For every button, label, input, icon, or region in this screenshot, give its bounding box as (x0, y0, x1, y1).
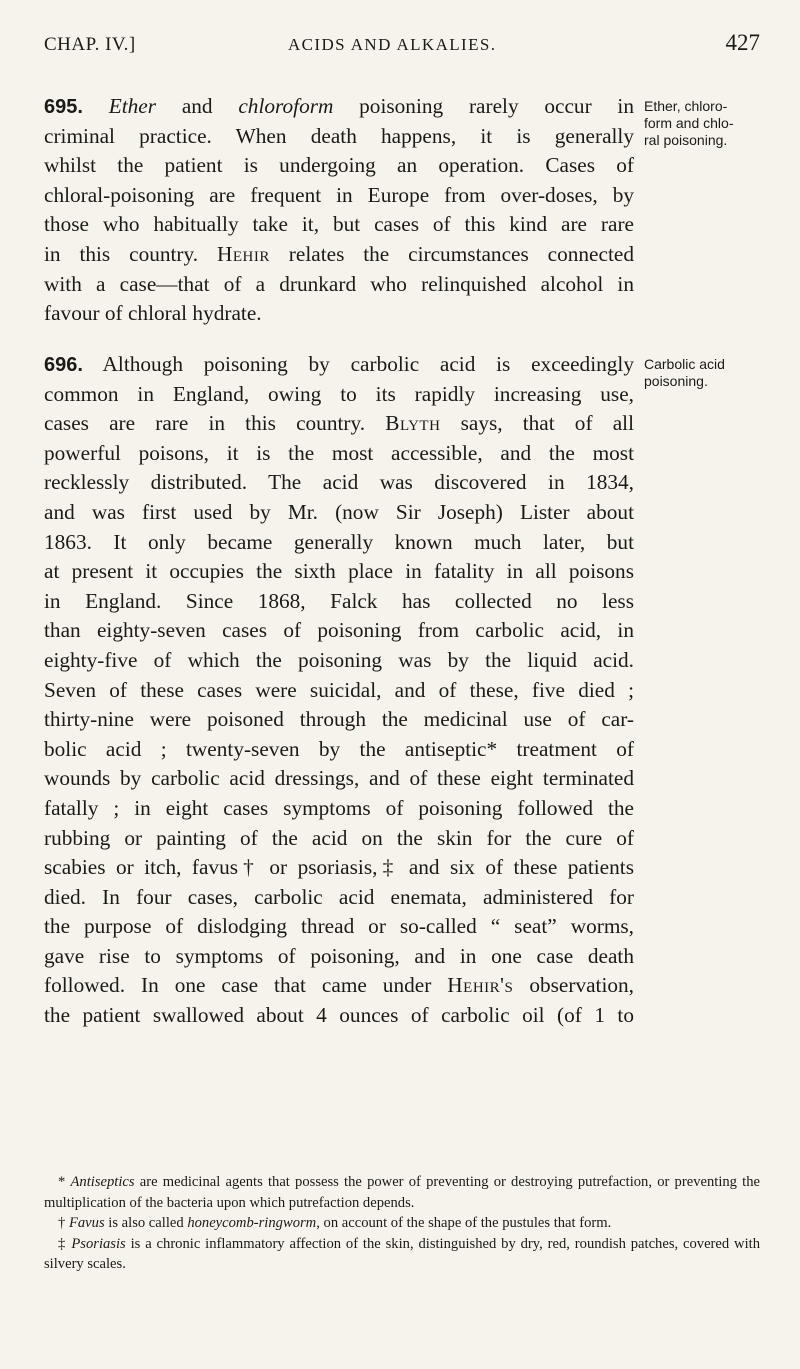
text-line: favour of chloral hydrate. (44, 301, 262, 326)
author-name: Hehir's (447, 973, 514, 998)
text-line: gave rise to symptoms of poisoning, and in one case death (44, 943, 634, 968)
footnote-antiseptics (44, 1172, 760, 1213)
text-run: relates the circumstances connected (269, 241, 634, 266)
text-run: observation, (529, 973, 634, 998)
text-line: the purpose of dislodging thread or so-called “ seat” worms, (44, 914, 634, 939)
italic-term: chloroform (238, 94, 334, 118)
italic-term: Antiseptics (70, 1174, 135, 1190)
text-line: 1863. It only became generally known much later, but (44, 529, 634, 554)
footnote-text: is also called (104, 1215, 188, 1232)
side-note-line: ral poisoning. (644, 132, 728, 148)
text-run: in this country. (44, 241, 217, 266)
text-run: and (156, 94, 239, 118)
text-line: common in England, owing to its rapidly increasing use, (44, 381, 634, 406)
text-run: Although poisoning by carbolic acid is exceedingly (82, 352, 634, 376)
text-line: powerful poisons, it is the most accessible, and the most (44, 440, 634, 465)
footnote-text: , on account of the shape of the pustules that form. (316, 1215, 612, 1232)
section-number: 695. (44, 96, 83, 118)
text-run: poisoning rarely occur in (333, 94, 634, 118)
author-name: Hehir (217, 241, 270, 266)
footnote-text: is a chronic inflammatory affection of the skin, distinguished by dry, red, roundish patches, covered with silvery scales. (44, 1235, 761, 1273)
footnote-mark: * (58, 1174, 71, 1190)
footnotes (44, 1172, 760, 1275)
text-line: rubbing or painting of the acid on the skin for the cure of (44, 825, 634, 850)
text-line: scabies or itch, favus† or psoriasis,‡ and six of these patients (44, 855, 634, 880)
text-run: cases are rare in this country. (44, 411, 386, 436)
footnote-psoriasis (44, 1234, 760, 1275)
text-line: criminal practice. When death happens, it is generally (44, 123, 634, 148)
footnote-mark: ‡ (58, 1235, 72, 1252)
text-line: and was first used by Mr. (now Sir Joseph) Lister about (44, 499, 634, 524)
text-line: fatally ; in eight cases symptoms of poisoning followed the (44, 795, 634, 820)
italic-term: Favus (68, 1215, 105, 1232)
side-note-line: Ether, chloro- (644, 98, 728, 114)
text-run: followed. In one case that came under (44, 973, 432, 998)
text-line (44, 971, 634, 1001)
text-line: whilst the patient is undergoing an operation. Cases of (44, 153, 634, 178)
page-number: 427 (725, 30, 760, 55)
side-note-carbolic (644, 356, 764, 390)
text-line: Seven of these cases were suicidal, and of these, five died ; (44, 677, 634, 702)
side-note-line: poisoning. (644, 373, 708, 389)
text-line (44, 409, 634, 439)
section-number: 696. (44, 354, 83, 376)
text-line (44, 350, 634, 380)
footnote-mark: † (58, 1215, 69, 1232)
running-head (44, 30, 760, 60)
text-line: in England. Since 1868, Falck has collected no less (44, 588, 634, 613)
italic-term: honeycomb-ringworm (187, 1215, 317, 1232)
footnote-text: are medicinal agents that possess the power of preventing or destroying putrefaction, or preventing the multiplication of the bacteria upon which putrefaction depends. (44, 1174, 760, 1211)
text-line: eighty-five of which the poisoning was by the liquid acid. (44, 647, 634, 672)
text-line (44, 240, 634, 270)
text-line: the patient swallowed about 4 ounces of carbolic oil (of 1 to (44, 1003, 634, 1028)
author-name: Blyth (385, 411, 441, 436)
text-line: those who habitually take it, but cases of this kind are rare (44, 212, 634, 237)
text-line: at present it occupies the sixth place in fatality in all poisons (44, 559, 634, 584)
side-note-ether (644, 98, 764, 149)
text-line: died. In four cases, carbolic acid enemata, administered for (44, 884, 634, 909)
side-note-line: Carbolic acid (644, 356, 725, 372)
paragraph-695 (44, 92, 634, 329)
text-line: recklessly distributed. The acid was discovered in 1834, (44, 470, 634, 495)
text-line (44, 92, 634, 122)
italic-term: Ether (108, 94, 157, 118)
italic-term: Psoriasis (71, 1235, 126, 1252)
running-title: ACIDS AND ALKALIES. (288, 35, 497, 54)
text-line: bolic acid ; twenty-seven by the antiseptic* treatment of (44, 736, 634, 761)
text-line: thirty-nine were poisoned through the medicinal use of car- (44, 707, 634, 732)
text-line: wounds by carbolic acid dressings, and of these eight terminated (44, 766, 634, 791)
footnote-favus (44, 1213, 760, 1234)
chapter-label: CHAP. IV.] (44, 34, 136, 55)
paragraph-696 (44, 350, 634, 1031)
text-line: than eighty-seven cases of poisoning from carbolic acid, in (44, 618, 634, 643)
text-run: says, that of all (440, 411, 634, 436)
side-note-line: form and chlo- (644, 115, 734, 131)
text-line: chloral-poisoning are frequent in Europe from over-doses, by (44, 182, 634, 207)
text-line: with a case—that of a drunkard who relinquished alcohol in (44, 271, 634, 296)
